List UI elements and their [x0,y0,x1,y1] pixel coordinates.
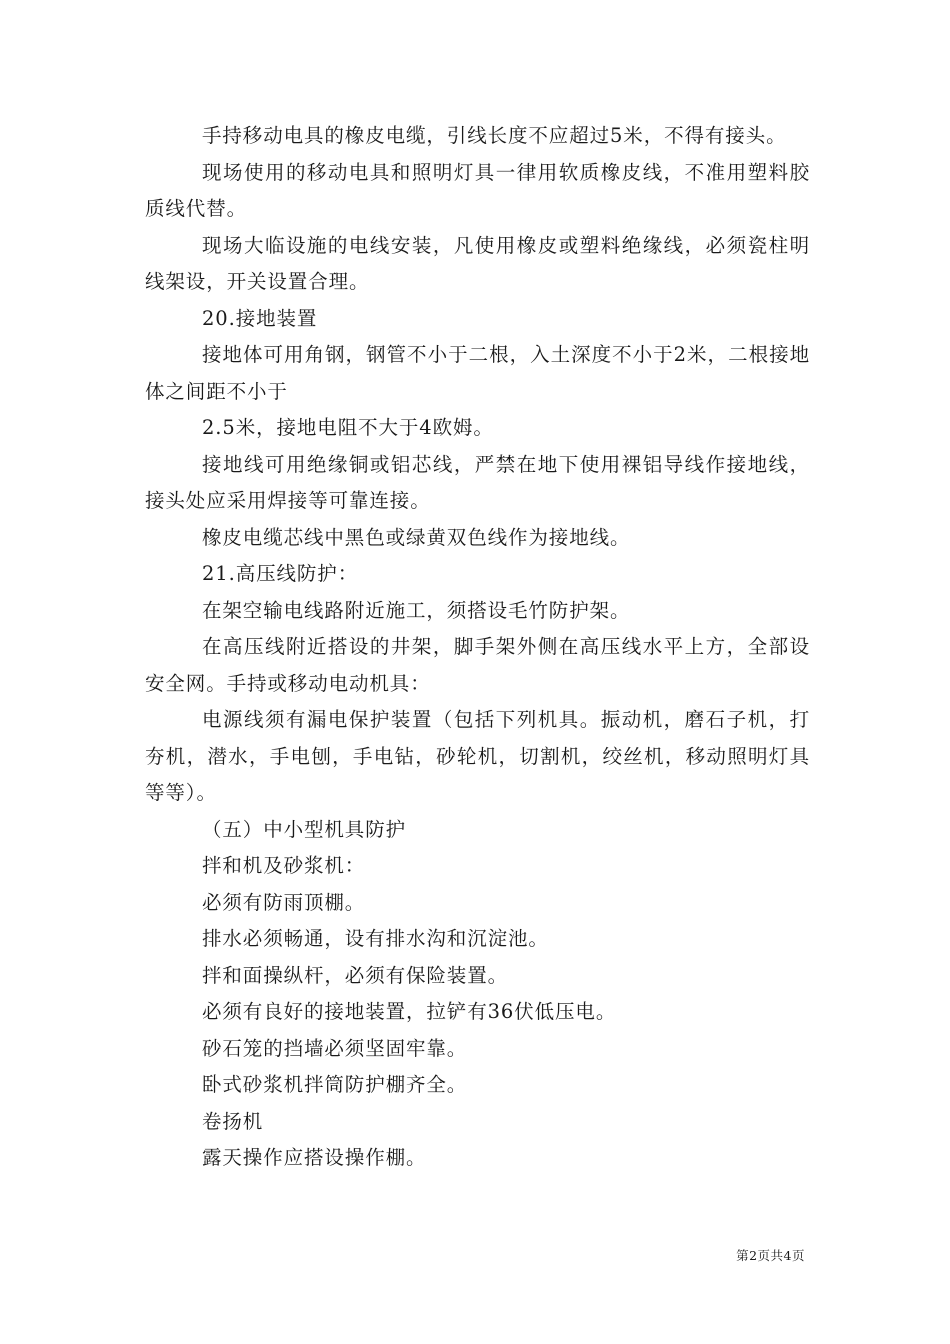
paragraph: 现场大临设施的电线安装，凡使用橡皮或塑料绝缘线，必须瓷柱明线架设，开关设置合理。 [145,233,810,293]
paragraph: 必须有防雨顶棚。 [202,890,366,914]
paragraph: 现场使用的移动电具和照明灯具一律用软质橡皮线，不准用塑料胶质线代替。 [145,160,810,220]
paragraph: 接地体可用角钢，钢管不小于二根，入土深度不小于2米，二根接地体之间距不小于 [145,343,810,403]
paragraph: 卧式砂浆机拌筒防护棚齐全。 [202,1073,468,1096]
document-body [145,118,810,1177]
paragraph: 手持移动电具的橡皮电缆，引线长度不应超过5米，不得有接头。 [202,124,787,147]
paragraph: 露天操作应搭设操作棚。 [202,1146,427,1169]
paragraph: 拌和面操纵杆，必须有保险装置。 [202,963,509,987]
paragraph: 卷扬机 [202,1109,264,1133]
section-heading: 20.接地装置 [202,306,318,330]
paragraph: 电源线须有漏电保护装置（包括下列机具。振动机，磨石子机，打夯机，潜水，手电刨，手电钻，砂轮机，切割机，绞丝机，移动照明灯具等等）。 [145,708,810,804]
paragraph: 在架空输电线路附近施工，须搭设毛竹防护架。 [202,598,631,622]
page-number: 第2页共4页 [736,1248,805,1263]
paragraph: 接地线可用绝缘铜或铝芯线，严禁在地下使用裸铝导线作接地线，接头处应采用焊接等可靠连接。 [145,452,810,512]
paragraph: 必须有良好的接地装置，拉铲有36伏低压电。 [202,1000,617,1023]
paragraph: 橡皮电缆芯线中黑色或绿黄双色线作为接地线。 [202,525,631,549]
paragraph: 砂石笼的挡墙必须坚固牢靠。 [202,1036,468,1060]
paragraph: 2.5米，接地电阻不大于4欧姆。 [202,416,494,439]
paragraph: 排水必须畅通，设有排水沟和沉淀池。 [202,927,549,950]
paragraph: 在高压线附近搭设的井架，脚手架外侧在高压线水平上方，全部设安全网。手持或移动电动机具： [145,635,810,695]
paragraph: 拌和机及砂浆机： [202,854,366,877]
section-heading: （五）中小型机具防护 [202,817,407,841]
section-heading: 21.高压线防护： [202,562,359,585]
